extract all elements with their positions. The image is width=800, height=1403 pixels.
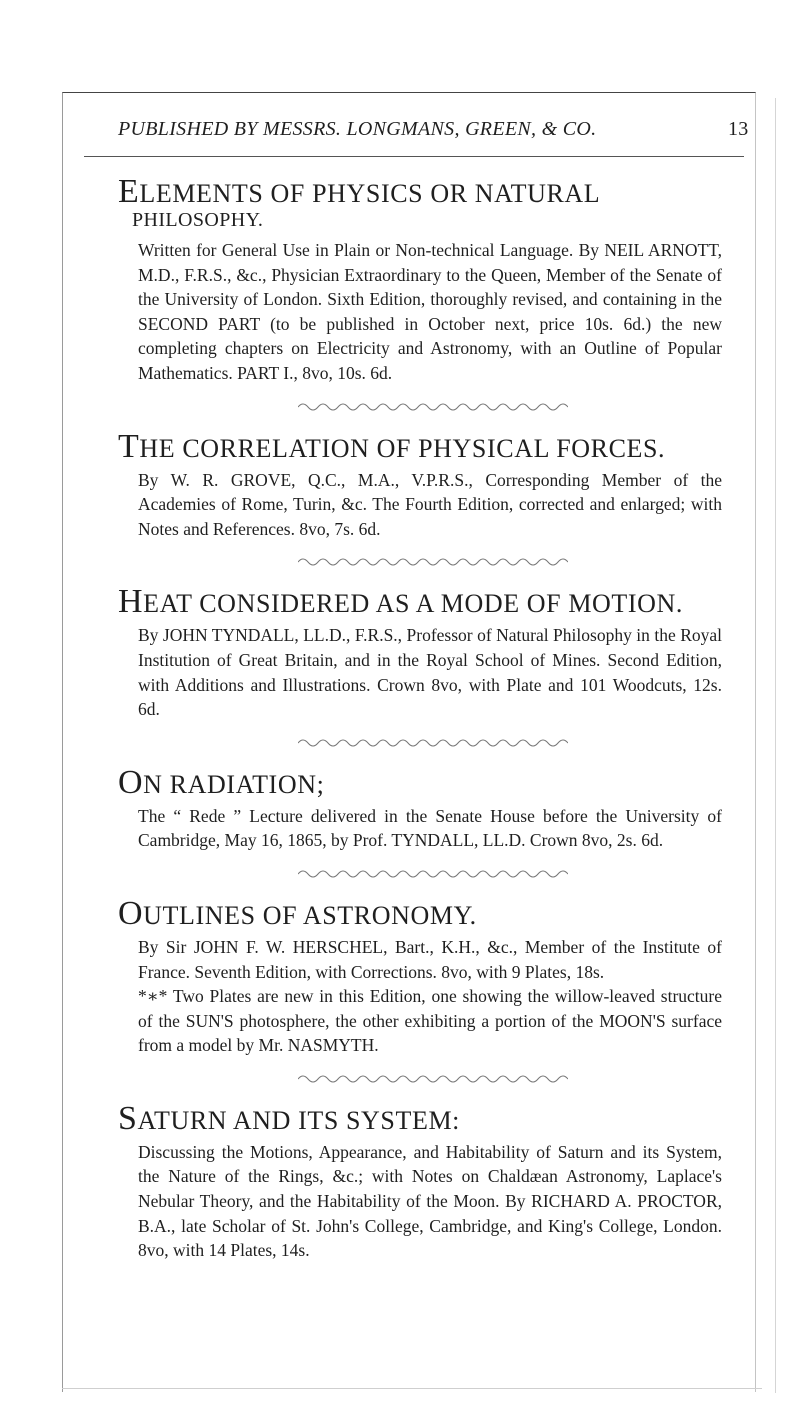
entry-on-radiation [118,763,722,853]
entry-description: Written for General Use in Plain or Non-technical Language. By NEIL ARNOTT, M.D., F.R.S., &c., Physician Extraordinary to the Queen, Member of the Senate of the University of London. Sixth Edition, thoroughly revised, and containing in the SECOND PART (to be published in October next, price 10s. 6d.) the new completing chapters on Electricity and Astronomy, with an Outline of Popular Mathematics. PART I., 8vo, 10s. 6d. [138,240,722,383]
title-text: EAT CONSIDERED AS A MODE OF MOTION. [143,589,684,619]
entry-description: Discussing the Motions, Appearance, and Habitability of Saturn and its System, the Nature of the Rings, &c.; with Notes on Chaldæan Astronomy, Laplace's Nebular Theory, and the Habitability of the Moon. By RICHARD A. PROCTOR, B.A., late Scholar of St. John's College, Cambridge, and King's College, London. 8vo, with 14 Plates, 14s. [138,1141,722,1261]
entry-description: By JOHN TYNDALL, LL.D., F.R.S., Professor of Natural Philosophy in the Royal Institution of Great Britain, and in the Royal School of Mines. Second Edition, with Additions and Illustrations. Crown 8vo, with Plate and 101 Woodcuts, 12s. 6d. [138,625,722,720]
ornamental-rule [298,867,568,881]
ornamental-rule [298,1072,568,1086]
title-text: UTLINES OF ASTRONOMY. [143,900,477,930]
ornamental-rule [298,555,568,569]
ornamental-rule [298,736,568,750]
entry-title [118,583,722,621]
title-text: ATURN AND ITS SYSTEM: [137,1105,460,1135]
page-number: 13 [728,118,749,140]
running-title: PUBLISHED BY MESSRS. LONGMANS, GREEN, & CO. [118,118,597,140]
title-initial: O [118,894,144,932]
entry-description: By W. R. GROVE, Q.C., M.A., V.P.R.S., Corresponding Member of the Academies of Rome, Turin, &c. The Fourth Edition, corrected and enlarged; with Notes and References. 8vo, 7s. 6d. [138,469,722,539]
catalogue-entries [118,173,722,1263]
running-head [118,118,778,141]
entry-elements-of-physics [118,173,722,386]
title-initial: E [118,173,140,210]
title-initial: T [118,427,140,465]
page-edge-line [775,98,776,1393]
title-initial: S [118,1099,138,1137]
entry-correlation-of-forces [118,427,722,542]
header-rule [84,156,744,157]
entry-title [118,894,722,932]
bottom-rule [62,1388,762,1389]
entry-saturn-and-its-system [118,1099,722,1263]
title-text: HE CORRELATION OF PHYSICAL FORCES. [139,433,666,463]
ornamental-rule [298,400,568,414]
entry-description: The “ Rede ” Lecture delivered in the Senate House before the University of Cambridge, May 16, 1865, by Prof. TYNDALL, LL.D. Crown 8vo, 2s. 6d. [138,805,722,851]
entry-note: *∗* Two Plates are new in this Edition, one showing the willow-leaved structure of the SUN'S photosphere, the other exhibiting a portion of the MOON'S surface from a model by Mr. NASMYTH. [138,986,722,1056]
entry-title [118,427,722,465]
entry-outlines-of-astronomy [118,894,722,1058]
entry-heat-mode-of-motion [118,583,722,721]
title-initial: O [118,763,144,801]
entry-title [118,173,722,210]
entry-title [118,1099,722,1137]
title-initial: H [118,583,144,621]
title-text: LEMENTS OF PHYSICS OR NATURAL [139,179,601,208]
entry-subtitle: PHILOSOPHY. [132,209,264,231]
title-text: N RADIATION; [143,769,325,799]
entry-description: By Sir JOHN F. W. HERSCHEL, Bart., K.H., &c., Member of the Institute of France. Seventh Edition, with Corrections. 8vo, with 9 Plates, 18s. [138,936,722,982]
entry-title [118,763,722,801]
